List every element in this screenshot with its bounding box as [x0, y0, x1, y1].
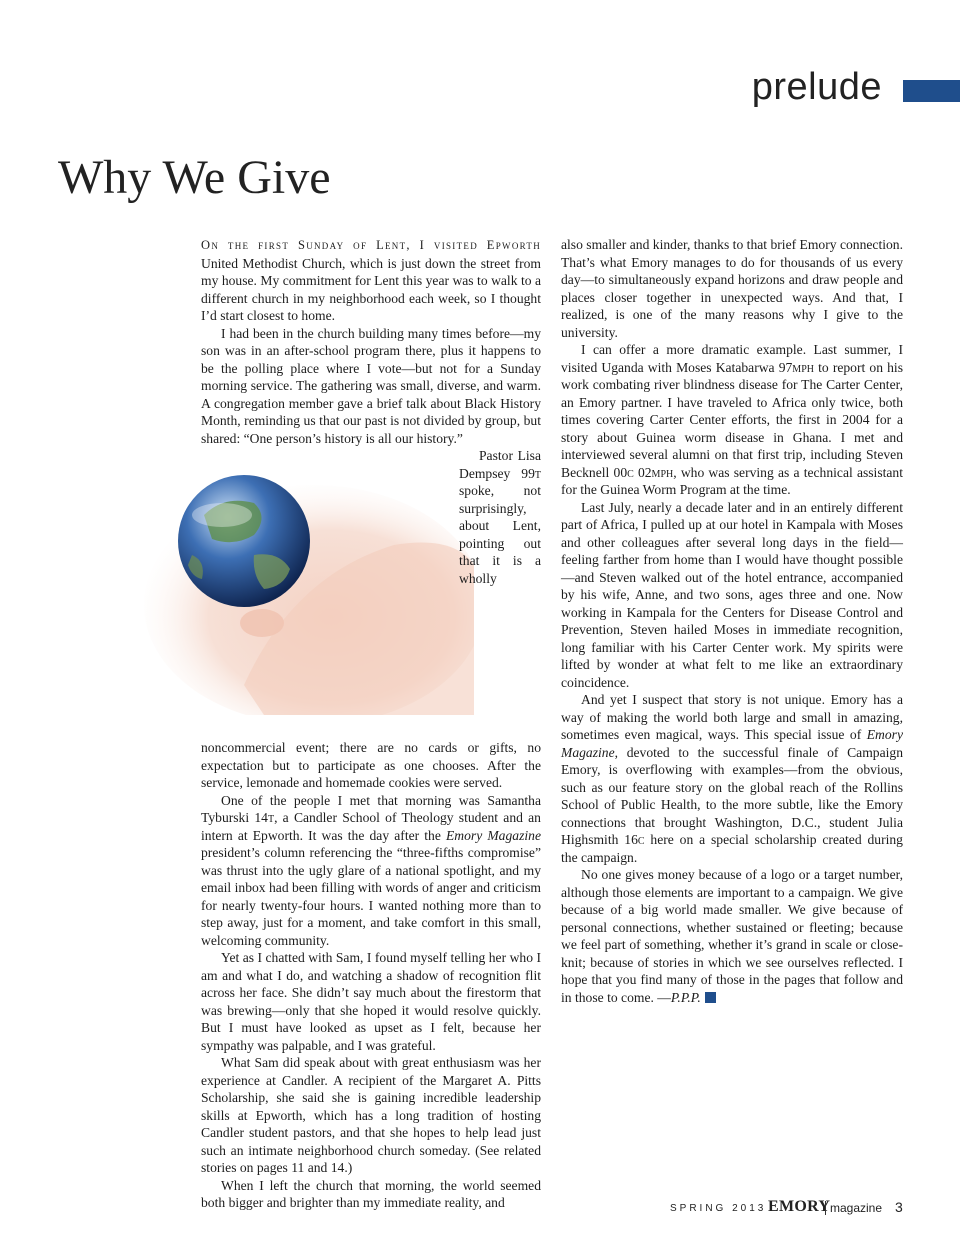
page-number: 3 — [895, 1199, 903, 1215]
paragraph: Pastor Lisa Dempsey 99t spoke, not surprisingly, about Lent, pointing out that it is a wholly noncommercial event; there are no cards or gifts, no expectation but to participate as one chooses. After the service, lemonade and homemade cookies were served. — [201, 448, 541, 790]
signature: P.P.P. — [670, 989, 701, 1005]
paragraph: One of the people I met that morning was Samantha Tyburski 14t, a Candler School of Theology student and an intern at Epworth. It was the day after the Emory Magazine president’s column referencing the “three-fifths compromise” was thrust into the ugly glare of a national spotlight, and my email inbox had been filling with words of anger and criticism for nearly twenty-four hours. I wanted nothing more than to step away, just for a moment, and take comfort in this small, welcoming community. — [201, 792, 541, 948]
article-column-2 — [561, 236, 903, 1006]
paragraph: No one gives money because of a logo or a target number, although those elements are important to a campaign. We give because of a big world made smaller. We give because of personal connections, whether sustained or fleeting; because we feel part of something, whether it’s grand in scale or close-knit; because of stories in which we see ourselves reflected. I hope that you find many of those in the pages that follow and in those to come. —P.P.P. — [561, 867, 903, 1005]
paragraph: And yet I suspect that story is not unique. Emory has a way of making the world both large and small in amazing, sometimes even magical, ways. This special issue of Emory Magazine, devoted to the successful finale of Campaign Emory, is overflowing with examples—from the obvious, such as our feature story on the global reach of the Rollins School of Public Health, to the more subtle, like the Emory connections that brought Washington, D.C., student Julia Highsmith 16c here on a special scholarship created during the campaign. — [561, 692, 903, 865]
paragraph: I had been in the church building many times before—my son was in an after-school program there, plus it happens to be the polling place where I vote—but not for a Sunday morning service. The gathering was small, diverse, and warm. A congregation member gave a brief talk about Black History Month, reminding us that our past is not divided by group, but shared: “One person’s history is all our history.” — [201, 325, 541, 446]
brand-subtitle: magazine — [825, 1201, 882, 1215]
image-wrap-space — [201, 449, 459, 739]
section-label: prelude — [751, 66, 882, 108]
paragraph: What Sam did speak about with great enthusiasm was her experience at Candler. A recipient of the Margaret A. Pitts Scholarship, she said she is gaining incredible leadership skills at Epworth, which has a long tradition of hosting Candler student pastors, and that she hopes to help lead just such an intimate neighborhood church someday. (See related stories on pages 11 and 14.) — [201, 1055, 541, 1175]
paragraph: When I left the church that morning, the world seemed both bigger and brighter than my immediate reality, and — [201, 1177, 541, 1210]
article-title: Why We Give — [58, 151, 331, 204]
paragraph: I can offer a more dramatic example. Last summer, I visited Uganda with Moses Katabarwa 97mph to report on his work combating river blindness disease for The Carter Center, an Emory partner. I have traveled to Africa only twice, both times covering Carter Center efforts, the first in 2004 for a story about Guinea worm disease in Ghana. I met and interviewed several alumni on that first trip, including Steven Becknell 00c 02mph, who was serving as a technical assistant for the Guinea Worm Program at the time. — [561, 342, 904, 497]
paragraph: Yet as I chatted with Sam, I found myself telling her who I am and what I do, and watching a shadow of recognition flit across her face. She didn’t say much about the firestorm that was brewing—only that she hoped it would resolve quickly. But I must have looked as upset as I felt, because her sympathy was palpable, and I was grateful. — [201, 950, 541, 1053]
section-accent-bar — [903, 80, 960, 102]
brand-logo: EMORY — [768, 1198, 831, 1215]
article-column-1 — [201, 236, 541, 1212]
end-mark-icon — [705, 992, 716, 1003]
paragraph: Last July, nearly a decade later and in an entirely different part of Africa, I pulled up at our hotel in Kampala with Moses and other colleagues after several long days in the field—feeling farther from home than I would have thought possible—and Steven walked out of the hotel entrance, accompanied by his wife, Anne, and two sons, ages three and one. Now working in Kampala for the Centers for Disease Control and Prevention, Steven hailed Moses in immediate recognition, long familiar with his Carter Center work. My spirits were lifted by wonder at what felt to me like an extraordinary coincidence. — [561, 499, 903, 690]
paragraph: On the first Sunday of Lent, I visited Epworth United Methodist Church, which is just down the street from my house. My commitment for Lent this year was to walk to a different church in my neighborhood each week, so I thought I’d start closest to home. — [201, 238, 541, 323]
issue-date: SPRING 2013 — [670, 1203, 767, 1214]
paragraph: also smaller and kinder, thanks to that brief Emory connection. That’s what Emory manages to do for thousands of us every day—to simultaneously expand horizons and draw people and places closer together in unexpected ways. And that, I realized, is one of the many reasons why I give to the university. — [561, 237, 903, 340]
